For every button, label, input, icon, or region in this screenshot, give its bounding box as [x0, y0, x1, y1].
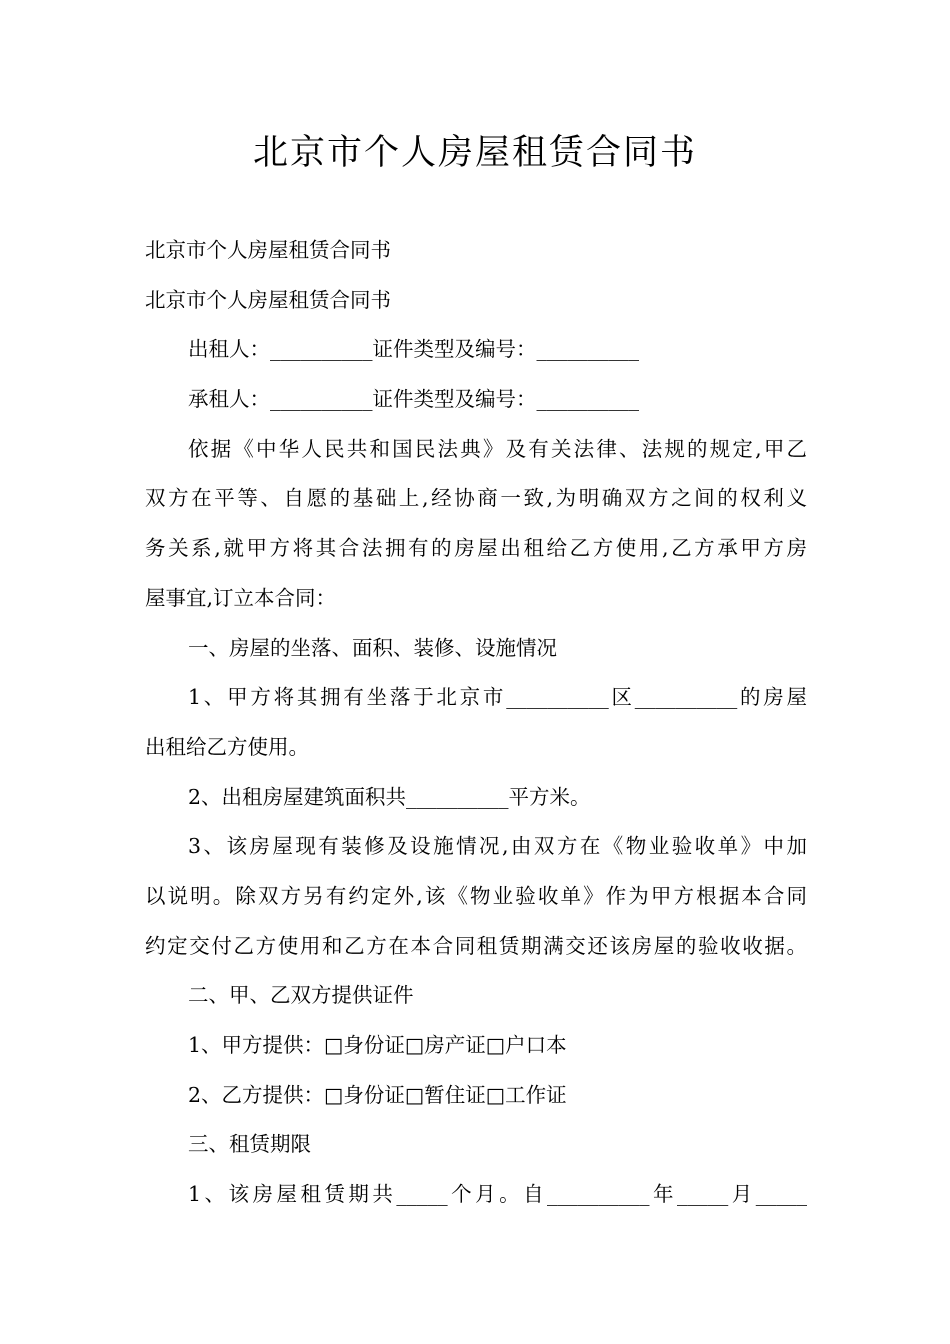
- paragraph-line: 务关系,就甲方将其合法拥有的房屋出租给乙方使用,乙方承甲方房: [145, 536, 807, 561]
- paragraph-line: 承租人：__________证件类型及编号：__________: [188, 387, 639, 412]
- paragraph-line: 2、乙方提供：□身份证□暂住证□工作证: [188, 1082, 567, 1107]
- paragraph-line: 2、出租房屋建筑面积共__________平方米。: [188, 784, 591, 809]
- paragraph-line: 约定交付乙方使用和乙方在本合同租赁期满交还该房屋的验收收据。: [145, 933, 807, 958]
- paragraph-line: 1、甲方提供：□身份证□房产证□户口本: [188, 1033, 567, 1057]
- paragraph-line: 出租人：__________证件类型及编号：__________: [188, 337, 639, 362]
- document-title: 北京市个人房屋租赁合同书: [252, 133, 697, 173]
- paragraph-line: 出租给乙方使用。: [145, 734, 309, 759]
- paragraph-line: 1、甲方将其拥有坐落于北京市__________区__________的房屋: [188, 685, 807, 710]
- section-heading: 三、租赁期限: [188, 1132, 311, 1157]
- paragraph-line: 1、该房屋租赁期共_____个月。自__________年_____月_____: [188, 1182, 807, 1207]
- paragraph-line: 以说明。除双方另有约定外,该《物业验收单》作为甲方根据本合同: [145, 883, 807, 908]
- section-heading: 一、房屋的坐落、面积、装修、设施情况: [188, 635, 557, 660]
- paragraph-line: 3、该房屋现有装修及设施情况,由双方在《物业验收单》中加: [188, 834, 807, 859]
- paragraph-line: 双方在平等、自愿的基础上,经协商一致,为明确双方之间的权利义: [145, 486, 807, 511]
- paragraph-line: 依据《中华人民共和国民法典》及有关法律、法规的规定,甲乙: [188, 436, 807, 461]
- paragraph-line: 屋事宜,订立本合同：: [145, 585, 337, 610]
- paragraph-line: 北京市个人房屋租赁合同书: [145, 287, 391, 312]
- document-body: [145, 226, 807, 1220]
- paragraph-line: 北京市个人房屋租赁合同书: [145, 238, 391, 262]
- section-heading: 二、甲、乙双方提供证件: [188, 983, 414, 1008]
